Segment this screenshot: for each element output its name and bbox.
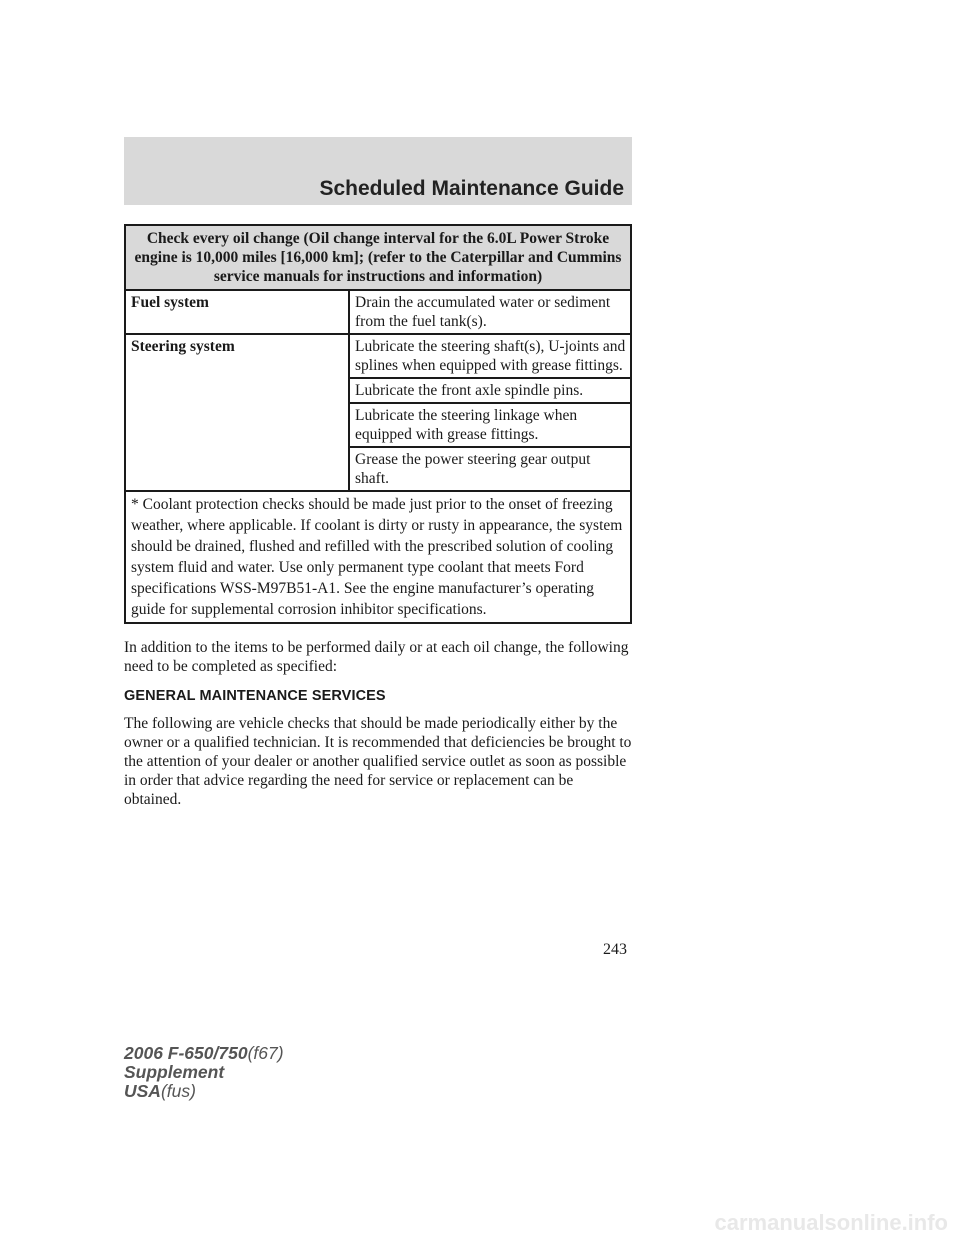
- intro-paragraph: In addition to the items to be performed daily or at each oil change, the following need to be completed as specified:: [124, 639, 629, 675]
- action-cell: Drain the accumulated water or sediment from the fuel tank(s).: [349, 290, 631, 334]
- table-footnote-row: [125, 491, 631, 623]
- footer-model-code: (f67): [247, 1043, 284, 1063]
- system-name: Steering system: [125, 334, 349, 491]
- footer-region: USA: [124, 1081, 161, 1101]
- document-footer: [124, 1044, 284, 1101]
- table-heading-row: [125, 225, 631, 290]
- site-watermark: carmanualsonline.info: [714, 1210, 948, 1235]
- maintenance-table: [124, 224, 632, 624]
- action-cell: Lubricate the steering shaft(s), U-joints and splines when equipped with grease fittings.: [349, 334, 631, 378]
- system-name: Fuel system: [125, 290, 349, 334]
- table-heading: Check every oil change (Oil change interval for the 6.0L Power Stroke engine is 10,000 miles [16,000 km]; (refer to the Caterpillar and Cummins service manuals for instructions and information): [125, 225, 631, 290]
- action-cell: Lubricate the front axle spindle pins.: [349, 378, 631, 403]
- action-cell: Grease the power steering gear output shaft.: [349, 447, 631, 491]
- footer-doc-type: Supplement: [124, 1062, 225, 1082]
- table-row: [125, 290, 631, 334]
- footer-model: 2006 F-650/750: [124, 1043, 248, 1063]
- section-paragraph: The following are vehicle checks that should be made periodically either by the owner or a qualified technician. It is recommended that deficiencies be brought to the attention of your dealer or another qualified service outlet as soon as possible in order that advice regarding the need for service or replacement can be obtained.: [124, 715, 632, 808]
- page-section-title: Scheduled Maintenance Guide: [319, 177, 624, 200]
- section-heading: GENERAL MAINTENANCE SERVICES: [124, 688, 386, 704]
- footer-region-code: (fus): [160, 1081, 196, 1101]
- section-header-band: [124, 137, 632, 205]
- footer-model-line: [124, 1044, 284, 1063]
- table-row: [125, 334, 631, 378]
- action-cell: Lubricate the steering linkage when equipped with grease fittings.: [349, 403, 631, 447]
- page-number: 243: [603, 941, 627, 958]
- coolant-footnote: * Coolant protection checks should be made just prior to the onset of freezing weather, where applicable. If coolant is dirty or rusty in appearance, the system should be drained, flushed and refilled with the prescribed solution of cooling system fluid and water. Use only permanent type coolant that meets Ford specifications WSS-M97B51-A1. See the engine manufacturer’s operating guide for supplemental corrosion inhibitor specifications.: [125, 491, 631, 623]
- footer-region-line: [124, 1082, 284, 1101]
